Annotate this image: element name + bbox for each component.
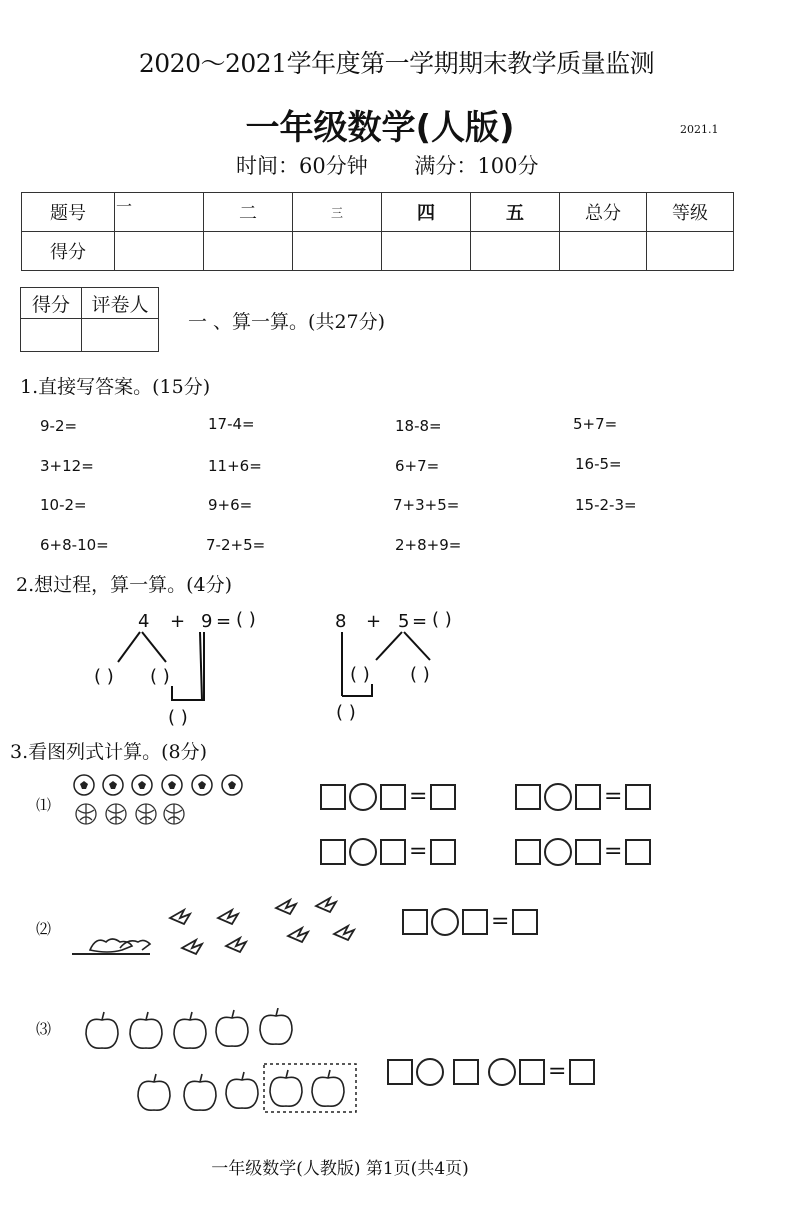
equals-sign: = (409, 784, 428, 809)
equals-sign: = (491, 909, 510, 934)
score-header-cell: 等级 (647, 193, 734, 232)
diagram-b-n1: 8 (335, 611, 347, 632)
apples-picture (80, 1008, 370, 1118)
equals-sign: = (604, 784, 623, 809)
diagram-a-op: + (170, 611, 186, 632)
score-header-cell: 二 (204, 193, 293, 232)
arith-item: 16-5= (575, 455, 622, 473)
operator-circle[interactable] (488, 1058, 516, 1086)
diagram-a-split-left: ( ) (94, 666, 114, 687)
answer-box[interactable] (519, 1059, 545, 1085)
operator-circle[interactable] (349, 838, 377, 866)
equation-row (320, 838, 456, 866)
exam-subtitle: 一年级数学(人版) (245, 108, 515, 148)
equals-sign: = (548, 1059, 567, 1084)
apple-icon (86, 1015, 344, 1110)
decomposition-diagram (80, 600, 520, 730)
q3-label-3: ⑶ (36, 1020, 52, 1038)
answer-box[interactable] (402, 909, 428, 935)
answer-box[interactable] (320, 839, 346, 865)
arith-item: 6+7= (395, 457, 440, 475)
equation-row (387, 1058, 595, 1086)
score-input-cell[interactable] (115, 232, 204, 271)
answer-box[interactable] (515, 784, 541, 810)
score-input-cell[interactable] (647, 232, 734, 271)
grader-name-label: 评卷人 (82, 288, 159, 319)
arith-item: 7+3+5= (393, 496, 460, 514)
grader-score-label: 得分 (21, 288, 82, 319)
diagram-b-split-left: ( ) (350, 664, 370, 685)
exam-title: 2020～2021学年度第一学期期末教学质量监测 (138, 49, 655, 78)
grader-table (20, 287, 159, 352)
section1-title: 一 、算一算。(共27分) (188, 311, 386, 333)
diagram-a-eq: = (216, 611, 232, 632)
equation-row (320, 783, 456, 811)
equation-row (515, 838, 651, 866)
score-input-cell[interactable] (293, 232, 382, 271)
diagram-b-n2: 5 (398, 611, 410, 632)
score-input-cell[interactable] (204, 232, 293, 271)
bird-icon (90, 939, 150, 952)
arith-item: 15-2-3= (575, 496, 637, 514)
answer-box[interactable] (430, 784, 456, 810)
arith-item: 5+7= (573, 415, 618, 433)
score-input-cell[interactable] (471, 232, 560, 271)
diagram-b-split-right: ( ) (410, 664, 430, 685)
score-header-cell: 一 (115, 193, 204, 232)
q3-label-1: ⑴ (36, 796, 52, 814)
score-header-cell: 总分 (560, 193, 647, 232)
diagram-a-partial: ( ) (168, 707, 188, 728)
answer-box[interactable] (430, 839, 456, 865)
score-table (21, 192, 734, 271)
answer-box[interactable] (515, 839, 541, 865)
diagram-a-answer: ( ) (236, 609, 256, 630)
exam-date: 2021.1 (680, 123, 719, 136)
answer-box[interactable] (625, 839, 651, 865)
diagram-b-op: + (366, 611, 382, 632)
score-row-label: 得分 (22, 232, 115, 271)
answer-box[interactable] (462, 909, 488, 935)
answer-box[interactable] (625, 784, 651, 810)
answer-box[interactable] (387, 1059, 413, 1085)
birds-picture (70, 890, 370, 962)
arith-item: 6+8-10= (40, 536, 109, 554)
score-header-cell: 五 (471, 193, 560, 232)
time-limit: 时间：60分钟 (236, 154, 368, 178)
diagram-a-split-right: ( ) (150, 666, 170, 687)
equals-sign: = (604, 839, 623, 864)
balls-picture (72, 772, 252, 828)
arith-item: 2+8+9= (395, 536, 462, 554)
flying-bird-icon (170, 898, 354, 954)
arith-item: 11+6= (208, 457, 262, 475)
score-header-cell: 三 (293, 193, 382, 232)
arith-item: 9-2= (40, 417, 78, 435)
q3-title: 3.看图列式计算。(8分) (10, 741, 208, 763)
operator-circle[interactable] (431, 908, 459, 936)
answer-box[interactable] (380, 839, 406, 865)
arith-item: 3+12= (40, 457, 94, 475)
diagram-b-partial: ( ) (336, 702, 356, 723)
diagram-a-n2: 9 (201, 611, 213, 632)
operator-circle[interactable] (349, 783, 377, 811)
operator-circle[interactable] (544, 783, 572, 811)
arith-item: 10-2= (40, 496, 87, 514)
answer-box[interactable] (380, 784, 406, 810)
operator-circle[interactable] (544, 838, 572, 866)
grader-score-cell[interactable] (21, 319, 82, 352)
answer-box[interactable] (453, 1059, 479, 1085)
arith-item: 17-4= (208, 415, 255, 433)
score-input-cell[interactable] (382, 232, 471, 271)
diagram-a-n1: 4 (138, 611, 150, 632)
full-score: 满分：100分 (414, 154, 539, 178)
diagram-b-eq: = (412, 611, 428, 632)
score-input-cell[interactable] (560, 232, 647, 271)
q3-label-2: ⑵ (36, 920, 52, 938)
grader-name-cell[interactable] (82, 319, 159, 352)
soccer-ball-icon (74, 775, 242, 795)
arith-item: 18-8= (395, 417, 442, 435)
answer-box[interactable] (320, 784, 346, 810)
answer-box[interactable] (569, 1059, 595, 1085)
answer-box[interactable] (575, 784, 601, 810)
q1-title: 1.直接写答案。(15分) (20, 376, 211, 398)
arith-item: 7-2+5= (206, 536, 266, 554)
equals-sign: = (409, 839, 428, 864)
diagram-b-answer: ( ) (432, 609, 452, 630)
basketball-icon (76, 804, 184, 824)
equation-row (402, 908, 538, 936)
arith-item: 9+6= (208, 496, 253, 514)
page-footer: 一年级数学(人教版) 第1页(共4页) (211, 1159, 469, 1179)
q2-title: 2.想过程，算一算。(4分) (16, 574, 233, 596)
equation-row (515, 783, 651, 811)
operator-circle[interactable] (416, 1058, 444, 1086)
score-header-cell: 题号 (22, 193, 115, 232)
answer-box[interactable] (512, 909, 538, 935)
answer-box[interactable] (575, 839, 601, 865)
time-score-line (236, 150, 579, 180)
score-header-cell: 四 (382, 193, 471, 232)
